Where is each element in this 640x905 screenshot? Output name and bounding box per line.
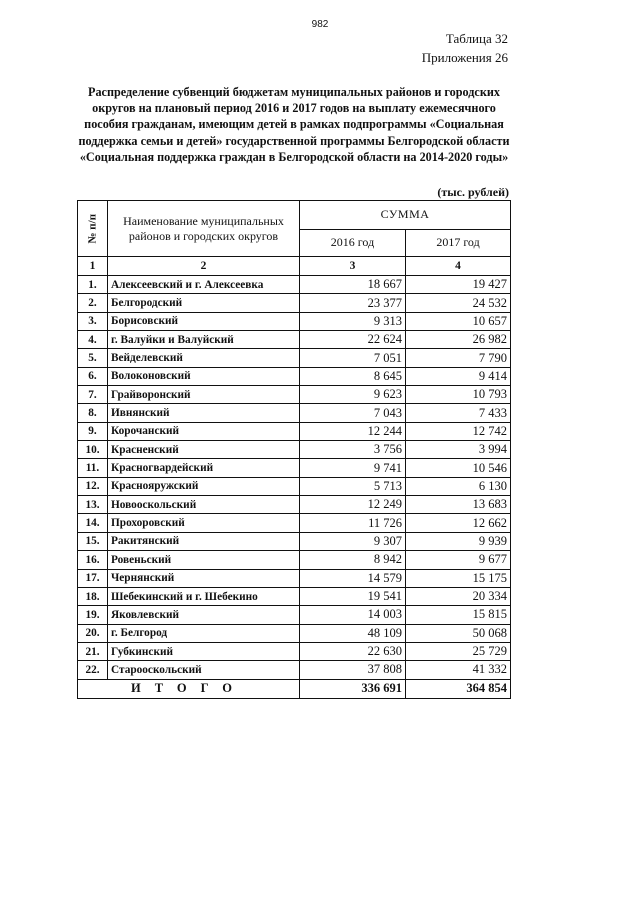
amount-2017: 13 683 (406, 496, 511, 514)
table-row (78, 606, 511, 624)
appendix-label: Приложения 26 (421, 50, 508, 65)
table-row (78, 386, 511, 404)
table-row (78, 496, 511, 514)
amount-2016: 7 051 (300, 349, 406, 367)
total-row (78, 679, 511, 698)
row-number: 15. (78, 532, 108, 550)
table-row (78, 367, 511, 385)
district-name: Борисовский (108, 312, 300, 330)
row-number: 9. (78, 422, 108, 440)
district-name: Старооскольский (108, 661, 300, 679)
amount-2017: 10 657 (406, 312, 511, 330)
amount-2017: 9 677 (406, 551, 511, 569)
table-row (78, 441, 511, 459)
table-label: Таблица 32 (445, 31, 508, 46)
table-row (78, 477, 511, 495)
district-name: Алексеевский и г. Алексеевка (108, 276, 300, 294)
subvention-table (77, 200, 511, 699)
table-row (78, 661, 511, 679)
header-year-2016: 2016 год (300, 229, 406, 257)
table-row (78, 312, 511, 330)
amount-2016: 9 307 (300, 532, 406, 550)
amount-2016: 8 942 (300, 551, 406, 569)
amount-2017: 50 068 (406, 624, 511, 642)
table-row (78, 642, 511, 660)
total-2017: 364 854 (406, 679, 511, 698)
amount-2017: 10 793 (406, 386, 511, 404)
amount-2016: 19 541 (300, 587, 406, 605)
amount-2016: 23 377 (300, 294, 406, 312)
amount-2017: 26 982 (406, 331, 511, 349)
district-name: Чернянский (108, 569, 300, 587)
row-number: 11. (78, 459, 108, 477)
district-name: Вейделевский (108, 349, 300, 367)
row-number: 22. (78, 661, 108, 679)
district-name: Новооскольский (108, 496, 300, 514)
amount-2016: 14 579 (300, 569, 406, 587)
amount-2017: 9 414 (406, 367, 511, 385)
amount-2017: 12 742 (406, 422, 511, 440)
row-number: 12. (78, 477, 108, 495)
row-number: 17. (78, 569, 108, 587)
amount-2017: 41 332 (406, 661, 511, 679)
amount-2016: 11 726 (300, 514, 406, 532)
amount-2016: 22 630 (300, 642, 406, 660)
amount-2017: 19 427 (406, 276, 511, 294)
district-name: Белгородский (108, 294, 300, 312)
document-heading: Распределение субвенций бюджетам муниципальных районов и городских округов на плановый период 2016 и 2017 годов на выплату ежемесячного пособия гражданам, имеющим детей в рамках подпрограммы «Социальная поддержка семьи и детей» государственной программы Белгородской области «Социальная поддержка граждан в Белгородской области на 2014-2020 годы» (78, 85, 510, 164)
table-body (78, 276, 511, 680)
page-number: 982 (311, 19, 329, 30)
row-number: 21. (78, 642, 108, 660)
amount-2016: 3 756 (300, 441, 406, 459)
table-row (78, 331, 511, 349)
total-label: ИТОГО (78, 679, 300, 698)
district-name: Прохоровский (108, 514, 300, 532)
amount-2017: 7 790 (406, 349, 511, 367)
district-name: Грайворонский (108, 386, 300, 404)
amount-2017: 24 532 (406, 294, 511, 312)
row-number: 20. (78, 624, 108, 642)
amount-2016: 5 713 (300, 477, 406, 495)
district-name: Яковлевский (108, 606, 300, 624)
amount-2017: 15 815 (406, 606, 511, 624)
row-number: 10. (78, 441, 108, 459)
row-number: 7. (78, 386, 108, 404)
units-label: (тыс. рублей) (437, 185, 509, 199)
header-number (78, 201, 108, 257)
header-number-label: № п/п (86, 213, 99, 243)
row-number: 1. (78, 276, 108, 294)
row-number: 8. (78, 404, 108, 422)
table-row (78, 459, 511, 477)
row-number: 3. (78, 312, 108, 330)
amount-2017: 15 175 (406, 569, 511, 587)
row-number: 18. (78, 587, 108, 605)
amount-2017: 20 334 (406, 587, 511, 605)
amount-2017: 25 729 (406, 642, 511, 660)
row-number: 13. (78, 496, 108, 514)
amount-2016: 48 109 (300, 624, 406, 642)
table-row (78, 569, 511, 587)
amount-2016: 7 043 (300, 404, 406, 422)
table-row (78, 294, 511, 312)
amount-2017: 9 939 (406, 532, 511, 550)
amount-2017: 3 994 (406, 441, 511, 459)
column-number: 2 (108, 257, 300, 276)
amount-2017: 12 662 (406, 514, 511, 532)
column-number-row (78, 257, 511, 276)
amount-2016: 14 003 (300, 606, 406, 624)
amount-2017: 10 546 (406, 459, 511, 477)
table-row (78, 404, 511, 422)
row-number: 4. (78, 331, 108, 349)
table-row (78, 624, 511, 642)
district-name: Ивнянский (108, 404, 300, 422)
table-row (78, 422, 511, 440)
table-row (78, 587, 511, 605)
district-name: г. Валуйки и Валуйский (108, 331, 300, 349)
header-year-2017: 2017 год (406, 229, 511, 257)
row-number: 2. (78, 294, 108, 312)
district-name: Красногвардейский (108, 459, 300, 477)
total-2016: 336 691 (300, 679, 406, 698)
district-name: Волоконовский (108, 367, 300, 385)
district-name: Корочанский (108, 422, 300, 440)
table-row (78, 514, 511, 532)
amount-2016: 8 645 (300, 367, 406, 385)
amount-2016: 12 244 (300, 422, 406, 440)
header-sum: СУММА (300, 201, 511, 230)
table-row (78, 276, 511, 294)
district-name: Ракитянский (108, 532, 300, 550)
column-number: 4 (406, 257, 511, 276)
amount-2016: 18 667 (300, 276, 406, 294)
district-name: Ровеньский (108, 551, 300, 569)
column-number: 1 (78, 257, 108, 276)
row-number: 14. (78, 514, 108, 532)
district-name: Краснояружский (108, 477, 300, 495)
row-number: 5. (78, 349, 108, 367)
district-name: Шебекинский и г. Шебекино (108, 587, 300, 605)
amount-2016: 9 741 (300, 459, 406, 477)
column-number: 3 (300, 257, 406, 276)
amount-2016: 9 623 (300, 386, 406, 404)
row-number: 19. (78, 606, 108, 624)
header-name: Наименование муниципальных районов и городских округов (108, 201, 300, 257)
district-name: г. Белгород (108, 624, 300, 642)
row-number: 16. (78, 551, 108, 569)
table-row (78, 349, 511, 367)
table-row (78, 532, 511, 550)
row-number: 6. (78, 367, 108, 385)
amount-2016: 12 249 (300, 496, 406, 514)
district-name: Красненский (108, 441, 300, 459)
amount-2017: 6 130 (406, 477, 511, 495)
table-row (78, 551, 511, 569)
amount-2016: 9 313 (300, 312, 406, 330)
district-name: Губкинский (108, 642, 300, 660)
amount-2016: 22 624 (300, 331, 406, 349)
amount-2017: 7 433 (406, 404, 511, 422)
amount-2016: 37 808 (300, 661, 406, 679)
